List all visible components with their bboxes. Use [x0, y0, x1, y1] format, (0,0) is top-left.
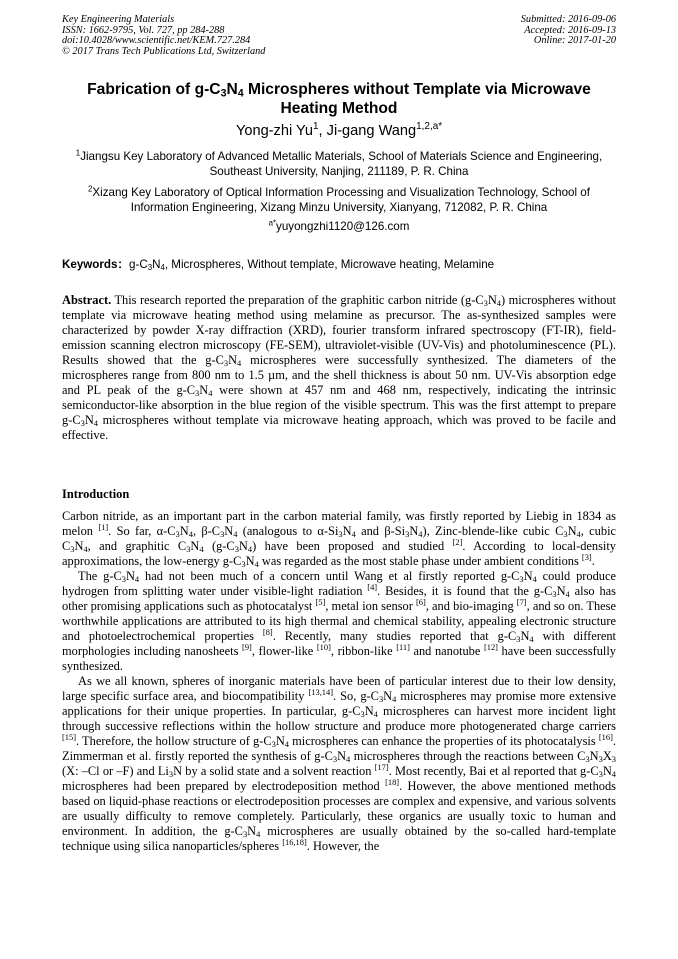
citation: [3]: [581, 551, 592, 562]
submitted-date: Submitted: 2016-09-06: [520, 14, 616, 25]
affiliation-2: $^2$Xizang Key Laboratory of Optical Information Processing and Visualization Technology, School of Information Engineering, Xizang Minzu University, Xianyang, 712082, P. R. China: [88, 184, 590, 214]
issn-line: ISSN: 1662-9795, Vol. 727, pp 284-288: [62, 24, 225, 36]
dates-header: [521, 15, 616, 47]
paragraph: The $g-C_3N_4$ had not been much of a concern until Wang et al firstly reported $g-C_3N_4$ could produce hydrogen from splitting water under visible-light radiation [4]. Besides, it is found that the $g-C_3N_4$ also has other promising applications such as photocatalyst [5], metal ion sensor [6], and bio-imaging [7], and so on. These worthwhile applications are attributed to its high thermal and chemical stability, appealing electronic structure and photoelectrochemical properties [8]. Recently, many studies reported that $g-C_3N_4$ with different morphologies including nanosheets [9], flower-like [10], ribbon-like [11] and nanotube [12] have been successfully synthesized.: [62, 569, 617, 673]
introduction-body: [62, 509, 616, 854]
journal-name: Key Engineering Materials: [62, 14, 175, 25]
keywords-label: Keywords：: [62, 258, 130, 271]
journal-header: [62, 15, 265, 57]
citation: [1]: [98, 521, 109, 532]
doi-line: doi:10.4028/www.scientific.net/KEM.727.284: [62, 35, 251, 47]
citation: [4]: [367, 581, 378, 592]
abstract: Abstract. This research reported the preparation of the graphitic carbon nitride $(g-C_3N_4)$ microspheres without template via microwave heating method using melamine as precursor. The as-synthesized samples were characterized by powder X-ray diffraction (XRD), fourier transform infrared spectroscopy (FT-IR), field-emission scanning electron microscopy (FE-SEM), ultraviolet-visible (UV-Vis) and photoluminescence (PL). Results showed that the $g-C_3N_4$ microspheres were successfully synthesized. The diameters of the microspheres range from 800 nm to 1.5 µm, and the shell thickness is about 50 nm. UV-Vis absorption edge and PL peak of the $g-C_3N_4$ were shown at 457 nm and 468 nm, respectively, indicating the intrinsic semiconductor-like absorption in the blue region of the visible spectrum. This was the first attempt to prepare $g-C_3N_4$ microspheres without template via microwave heating approach, which was proved to be facile and effective.: [62, 293, 616, 442]
citation: [12]: [483, 641, 498, 652]
online-date: Online: 2017-01-20: [533, 35, 616, 47]
author-list: Yong-zhi Yu$^1$, Ji-gang Wang$^{1,2,a*}$: [235, 121, 443, 139]
corresponding-email: $^{a*}$yuyongzhi1120@126.com: [268, 218, 410, 233]
citation: [11]: [396, 641, 410, 652]
section-heading: Introduction: [62, 487, 130, 501]
citation: [9]: [242, 641, 252, 652]
citation: [6]: [415, 596, 426, 607]
citation: [7]: [516, 596, 527, 607]
affiliation-1: $^1$Jiangsu Key Laboratory of Advanced Metallic Materials, School of Materials Science and Engineering, Southeast University, Nanjing, 211189, P. R. China: [75, 148, 603, 178]
citation: [16,18]: [282, 836, 307, 847]
citation: [17]: [374, 761, 389, 772]
citation: [15]: [62, 731, 77, 742]
citation: [5]: [315, 596, 326, 607]
citation: [8]: [262, 626, 273, 637]
citation: [18]: [385, 776, 400, 787]
citation: [10]: [316, 641, 331, 652]
keywords: Keywords：$g-C_3N_4$, Microspheres, Without template, Microwave heating, Melamine: [62, 258, 495, 272]
author-name: Ji-gang Wang: [326, 123, 417, 139]
citation: [16]: [598, 731, 613, 742]
citation: [2]: [452, 536, 463, 547]
citation: [13,14]: [308, 686, 334, 697]
paper-title: Fabrication of $g-C_3N_4$ Microspheres without Template via Microwave Heating Method: [87, 81, 591, 117]
abstract-label: Abstract.: [62, 293, 112, 307]
author-name: Yong-zhi Yu: [235, 123, 314, 139]
paragraph: As we all known, spheres of inorganic materials have been of particular interest due to their low density, large specific surface area, and biocompatibility [13,14]. So, $g-C_3N_4$ microspheres may promise more extensive applications for their unique properties. In particular, $g-C_3N_4$ microspheres can harvest more incident light through successive reflections within the hollow structure and produce more photogenerated charge carriers [15]. Therefore, the hollow structure of $g-C_3N_4$ microspheres can enhance the properties of its photocatalysis [16]. Zimmerman et al. firstly reported the synthesis of $g-C_3N_4$ microspheres through the reactions between $C_3N_3X_3$ (X: –Cl or –F) and $Li_3N$ by a solid state and a solvent reaction [17]. Most recently, Bai et al reported that $g-C_3N_4$ microspheres had been prepared by electrodeposition method [18]. However, the above mentioned methods based on liquid-phase reactions or electrodeposition processes are complex and expensive, and various solvents are usually difficulty to remove completely. Particularly, these organics are usually toxic to human and environment. In addition, the $g-C_3N_4$ microspheres are usually obtained by the so-called hard-template technique using silica nanoparticles/spheres [16,18]. However, the: [62, 674, 617, 853]
accepted-date: Accepted: 2016-09-13: [524, 24, 616, 36]
paragraph: Carbon nitride, as an important part in the carbon material family, was firstly reported by Liebig in 1834 as melon [1]. So far, $\alpha-C_3N_4$, $\beta-C_3N_4$ (analogous to $\alpha-Si_3N_4$ and $\beta-Si_3N_4$), Zinc-blende-like cubic $C_3N_4$, cubic $C_3N_4$, and graphitic $C_3N_4$ $(g-C_3N_4)$ have been proposed and studied [2]. According to local-density approximations, the low-energy $g-C_3N_4$ was regarded as the most stable phase under ambient conditions [3].: [62, 509, 617, 570]
copyright-line: © 2017 Trans Tech Publications Ltd, Switzerland: [62, 45, 266, 57]
